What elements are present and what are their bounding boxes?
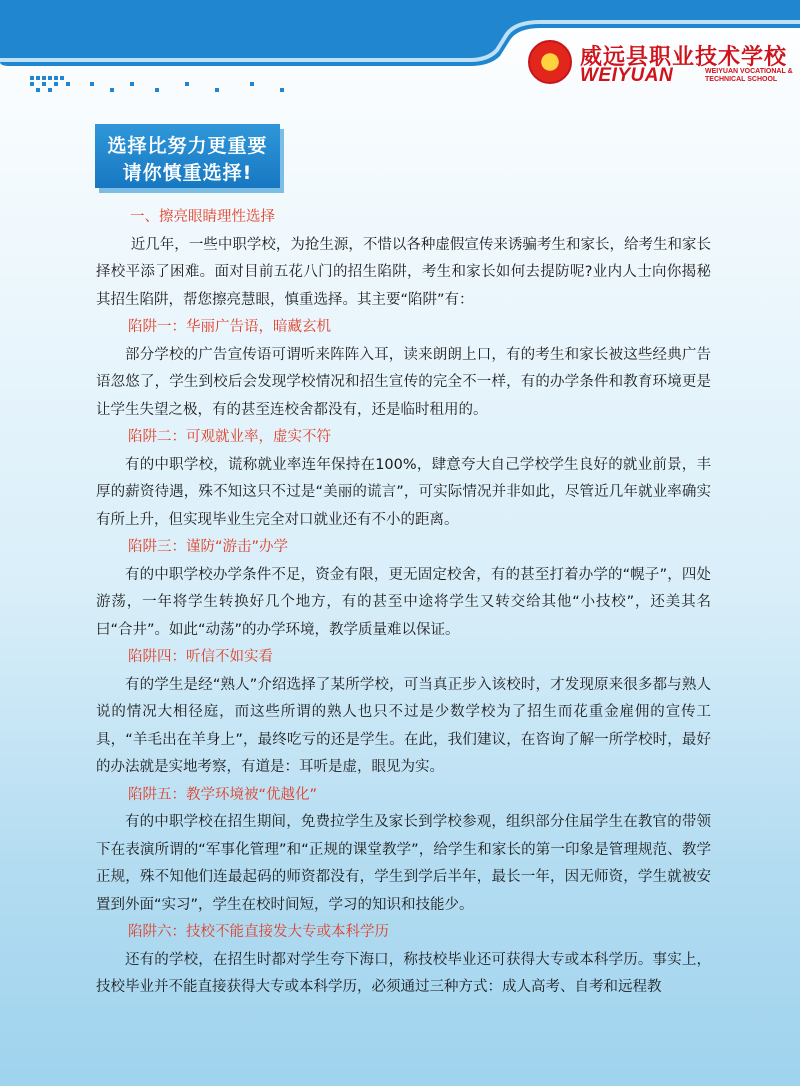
banner-line-1: 选择比努力更重要 [107,135,268,157]
page-header [0,0,800,100]
trap-paragraph-3: 有的中职学校办学条件不足，资金有限，更无固定校舍，有的甚至打着办学的“幌子”，四处游荡，一年将学生转换好几个地方，有的甚至中途将学生又转交给其他“小技校”，还美其名曰“合井”。如此“动荡”的办学环境，教学质量难以保证。 [96,566,711,638]
trap-heading-4: 陷阱四：听信不如实看 [128,649,273,665]
trap-heading-6: 陷阱六：技校不能直接发大专或本科学历 [128,924,389,940]
school-logo [528,38,796,94]
trap-paragraph-4: 有的学生是经“熟人”介绍选择了某所学校，可当真正步入该校时，才发现原来很多都与熟人说的情况大相径庭，而这些所谓的熟人也只不过是少数学校为了招生而花重金雇佣的宣传工具，“羊毛出在羊身上”，最终吃亏的还是学生。在此，我们建议，在咨询了解一所学校时，最好的办法就是实地考察，有道是：耳听是虚，眼见为实。 [96,676,711,775]
trap-heading-1: 陷阱一：华丽广告语，暗藏玄机 [128,319,331,335]
trap-heading-2: 陷阱二：可观就业率，虚实不符 [128,429,331,445]
article-body [96,204,711,1002]
school-emblem-icon [528,40,572,84]
trap-paragraph-1: 部分学校的广告宣传语可谓听来阵阵入耳，读来朗朗上口，有的考生和家长被这些经典广告语忽悠了，学生到校后会发现学校情况和招生宣传的完全不一样，有的办学条件和教育环境更是让学生失望之极，有的甚至连校舍都没有，还是临时租用的。 [96,346,711,418]
trap-paragraph-5: 有的中职学校在招生期间，免费拉学生及家长到学校参观，组织部分住届学生在教官的带领下在表演所谓的“军事化管理”和“正规的课堂教学”，给学生和家长的第一印象是管理规范、教学正规，殊不知他们连最起码的师资都没有，学生到学后半年，最长一年，因无师资，学生就被安置到外面“实习”，学生在校时间短，学习的知识和技能少。 [96,814,711,913]
trap-heading-5: 陷阱五：教学环境被“优越化” [128,786,318,803]
school-name-cn: 威远县职业技术学校 [580,45,788,70]
title-banner [95,124,280,194]
school-name-en: WEIYUAN [580,65,674,86]
banner-line-2: 请你慎重选择! [122,162,253,184]
trap-paragraph-6: 还有的学校，在招生时都对学生夸下海口，称技校毕业还可获得大专或本科学历。事实上，技校毕业并不能直接获得大专或本科学历，必须通过三种方式：成人高考、自考和远程教 [96,951,711,995]
intro-paragraph: 近几年，一些中职学校，为抢生源，不惜以各种虚假宣传来诱骗考生和家长，给考生和家长择校平添了困难。面对目前五花八门的招生陷阱，考生和家长如何去提防呢?业内人士向你揭秘其招生陷阱，帮您擦亮慧眼，慎重选择。其主要“陷阱”有： [96,236,711,308]
school-name-en-sub: WEIYUAN VOCATIONAL & TECHNICAL SCHOOL [705,68,793,83]
section-heading: 一、擦亮眼睛理性选择 [130,209,275,225]
trap-heading-3: 陷阱三：谨防“游击”办学 [128,539,289,555]
trap-paragraph-2: 有的中职学校，谎称就业率连年保持在100%，肆意夸大自己学校学生良好的就业前景，丰厚的薪资待遇，殊不知这只不过是“美丽的谎言”，可实际情况并非如此，尽管近几年就业率确实有所上升，但实现毕业生完全对口就业还有不小的距离。 [96,456,711,528]
